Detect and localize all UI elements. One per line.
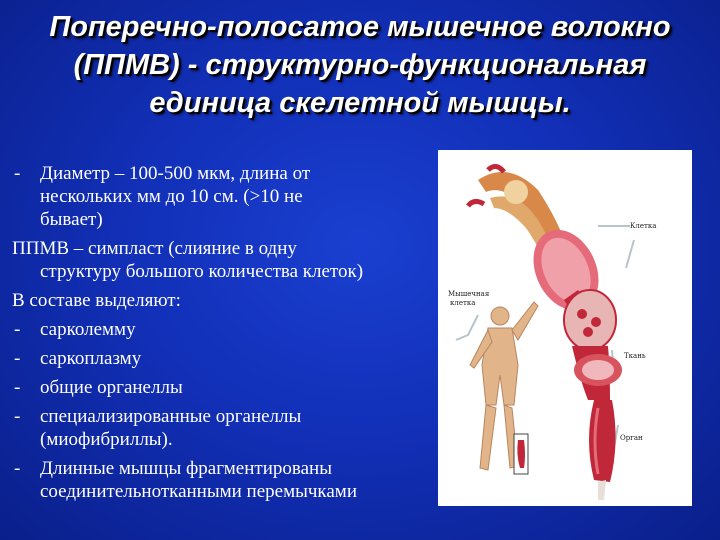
item-line: общие органеллы (40, 377, 183, 398)
slide-title (10, 8, 710, 122)
item-line: ППМВ – симпласт (слияние в одну (12, 238, 297, 259)
list-item-long-muscles (12, 457, 452, 503)
item-line: сарколемму (40, 319, 136, 340)
list-item-symplast (12, 237, 452, 283)
label-organ: Орган (620, 434, 643, 442)
bullet-dash: - (14, 458, 21, 479)
list-item-sarcolemma (12, 318, 452, 341)
muscle-tissue-icon (574, 354, 622, 386)
muscle-organ-icon (514, 400, 616, 500)
item-line: саркоплазму (40, 348, 142, 369)
item-line: Длинные мышцы фрагментированы (40, 458, 332, 479)
content-list (12, 162, 452, 509)
bullet-dash: - (14, 377, 21, 398)
item-line: нескольких мм до 10 см. (>10 не (40, 186, 303, 207)
title-line-2: (ППМВ) - структурно-функциональная (73, 49, 647, 81)
item-line: соединительнотканными перемычками (40, 481, 357, 502)
item-line: структуру большого количества клеток) (40, 261, 364, 282)
muscle-hierarchy-illustration (438, 150, 692, 506)
list-item-sarcoplasm (12, 347, 452, 370)
list-item-myofibrils (12, 405, 452, 451)
muscle-illustration-svg (438, 150, 692, 506)
item-line: бывает) (40, 209, 103, 230)
bullet-dash: - (14, 406, 21, 427)
label-cell: Клетка (630, 222, 657, 230)
item-line: специализированные органеллы (40, 406, 302, 427)
bullet-dash: - (14, 163, 21, 184)
label-fiber-line1: Мышечная (448, 290, 490, 298)
title-line-3: единица скелетной мышцы. (149, 87, 571, 119)
label-tissue: Ткань (624, 352, 646, 360)
list-item-diameter (12, 162, 452, 231)
title-line-1: Поперечно-полосатое мышечное волокно (49, 11, 671, 43)
item-line: В составе выделяют: (12, 290, 181, 311)
list-item-composition (12, 289, 452, 312)
list-item-organelles (12, 376, 452, 399)
bullet-dash: - (14, 319, 21, 340)
label-fiber-line2: клетка (450, 299, 476, 307)
bullet-dash: - (14, 348, 21, 369)
item-line: Диаметр – 100-500 мкм, длина от (40, 163, 311, 184)
item-line: (миофибриллы). (40, 429, 173, 450)
